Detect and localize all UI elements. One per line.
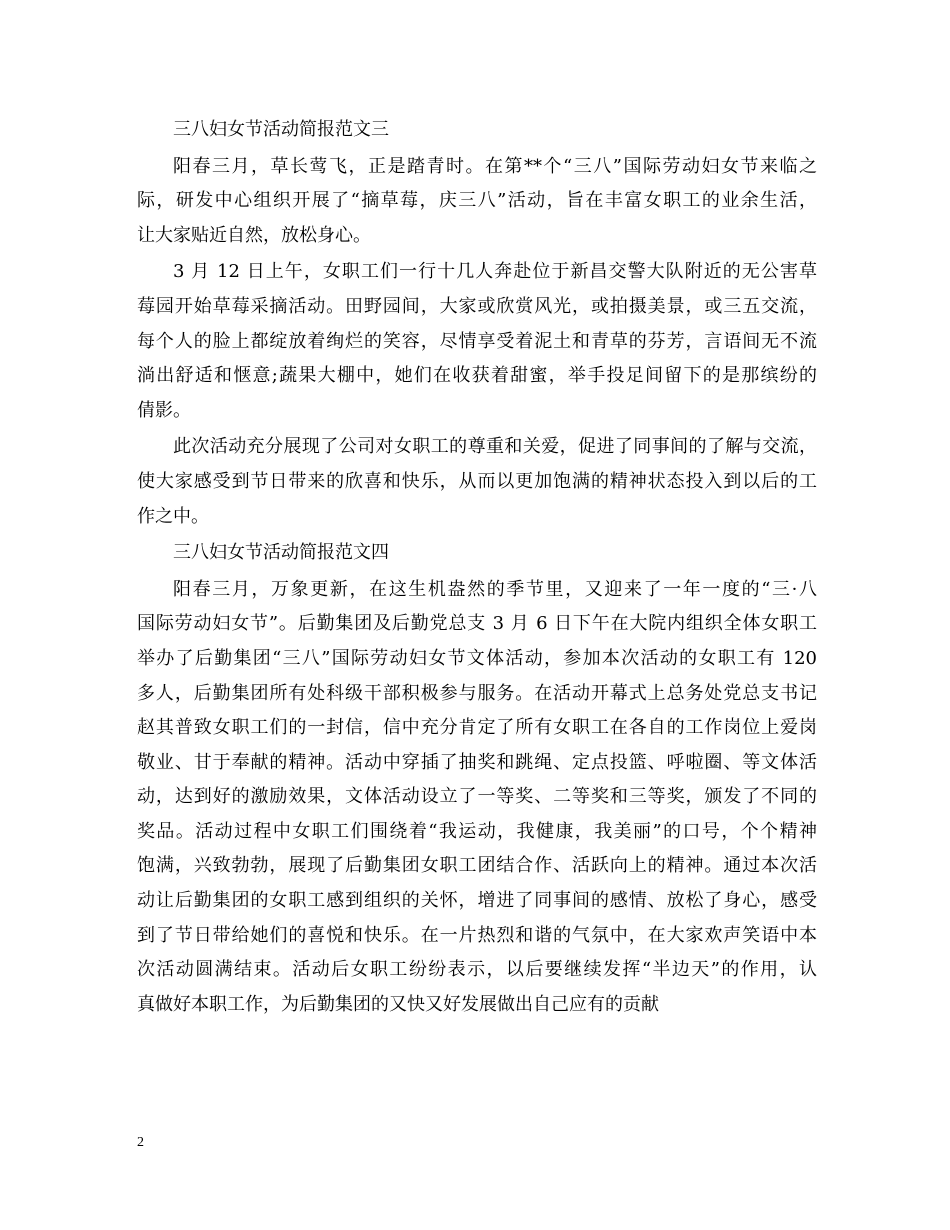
paragraph-line: 到了节日带给她们的喜悦和快乐。在一片热烈和谐的气氛中，在大家欢声笑语中本 bbox=[137, 924, 817, 946]
paragraph-line: 动，达到好的激励效果，文体活动设立了一等奖、二等奖和三等奖，颁发了不同的 bbox=[137, 786, 817, 808]
document-body bbox=[137, 113, 817, 1022]
paragraph-line: 赵其普致女职工们的一封信，信中充分肯定了所有女职工在各自的工作岗位上爱岗 bbox=[137, 717, 817, 739]
paragraph-line: 动让后勤集团的女职工感到组织的关怀，增进了同事间的感情、放松了身心，感受 bbox=[137, 890, 817, 912]
paragraph-line: 阳春三月，万象更新，在这生机盎然的季节里，又迎来了一年一度的“三·八 bbox=[173, 578, 817, 600]
paragraph-line: 举办了后勤集团“三八”国际劳动妇女节文体活动，参加本次活动的女职工有 120 bbox=[137, 647, 817, 669]
page-number: 2 bbox=[137, 1135, 144, 1150]
paragraph-line: 此次活动充分展现了公司对女职工的尊重和关爱，促进了同事间的了解与交流， bbox=[173, 436, 817, 458]
paragraph-line: 作之中。 bbox=[137, 505, 209, 527]
paragraph-line: 每个人的脸上都绽放着绚烂的笑容，尽情享受着泥土和青草的芬芳，言语间无不流 bbox=[137, 330, 817, 352]
paragraph-line: 国际劳动妇女节”。后勤集团及后勤党总支 3 月 6 日下午在大院内组织全体女职工 bbox=[137, 613, 817, 635]
paragraph-line: 奖品。活动过程中女职工们围绕着“我运动，我健康，我美丽”的口号，个个精神 bbox=[137, 820, 817, 842]
section-heading-3: 三八妇女节活动简报范文三 bbox=[173, 119, 389, 140]
paragraph-line: 饱满，兴致勃勃，展现了后勤集团女职工团结合作、活跃向上的精神。通过本次活 bbox=[137, 855, 817, 877]
paragraph-line: 倩影。 bbox=[137, 399, 191, 421]
section-heading-4: 三八妇女节活动简报范文四 bbox=[173, 542, 389, 564]
paragraph-line: 阳春三月，草长莺飞，正是踏青时。在第**个“三八”国际劳动妇女节来临之 bbox=[173, 155, 817, 177]
paragraph-line: 莓园开始草莓采摘活动。田野园间，大家或欣赏风光，或拍摄美景，或三五交流， bbox=[137, 295, 817, 317]
paragraph-line: 次活动圆满结束。活动后女职工纷纷表示，以后要继续发挥“半边天”的作用，认 bbox=[137, 959, 817, 981]
paragraph-line: 多人，后勤集团所有处科级干部积极参与服务。在活动开幕式上总务处党总支书记 bbox=[137, 682, 817, 704]
paragraph-line: 淌出舒适和惬意;蔬果大棚中，她们在收获着甜蜜，举手投足间留下的是那缤纷的 bbox=[137, 365, 817, 387]
paragraph-line: 际，研发中心组织开展了“摘草莓，庆三八”活动，旨在丰富女职工的业余生活， bbox=[137, 190, 817, 212]
paragraph-line: 使大家感受到节日带来的欣喜和快乐，从而以更加饱满的精神状态投入到以后的工 bbox=[137, 470, 817, 492]
paragraph-line: 真做好本职工作，为后勤集团的又快又好发展做出自己应有的贡献 bbox=[137, 993, 659, 1015]
paragraph-line: 让大家贴近自然，放松身心。 bbox=[137, 224, 371, 246]
paragraph-line: 敬业、甘于奉献的精神。活动中穿插了抽奖和跳绳、定点投篮、呼啦圈、等文体活 bbox=[137, 751, 817, 773]
paragraph-line: 3 月 12 日上午，女职工们一行十几人奔赴位于新昌交警大队附近的无公害草 bbox=[173, 261, 817, 283]
